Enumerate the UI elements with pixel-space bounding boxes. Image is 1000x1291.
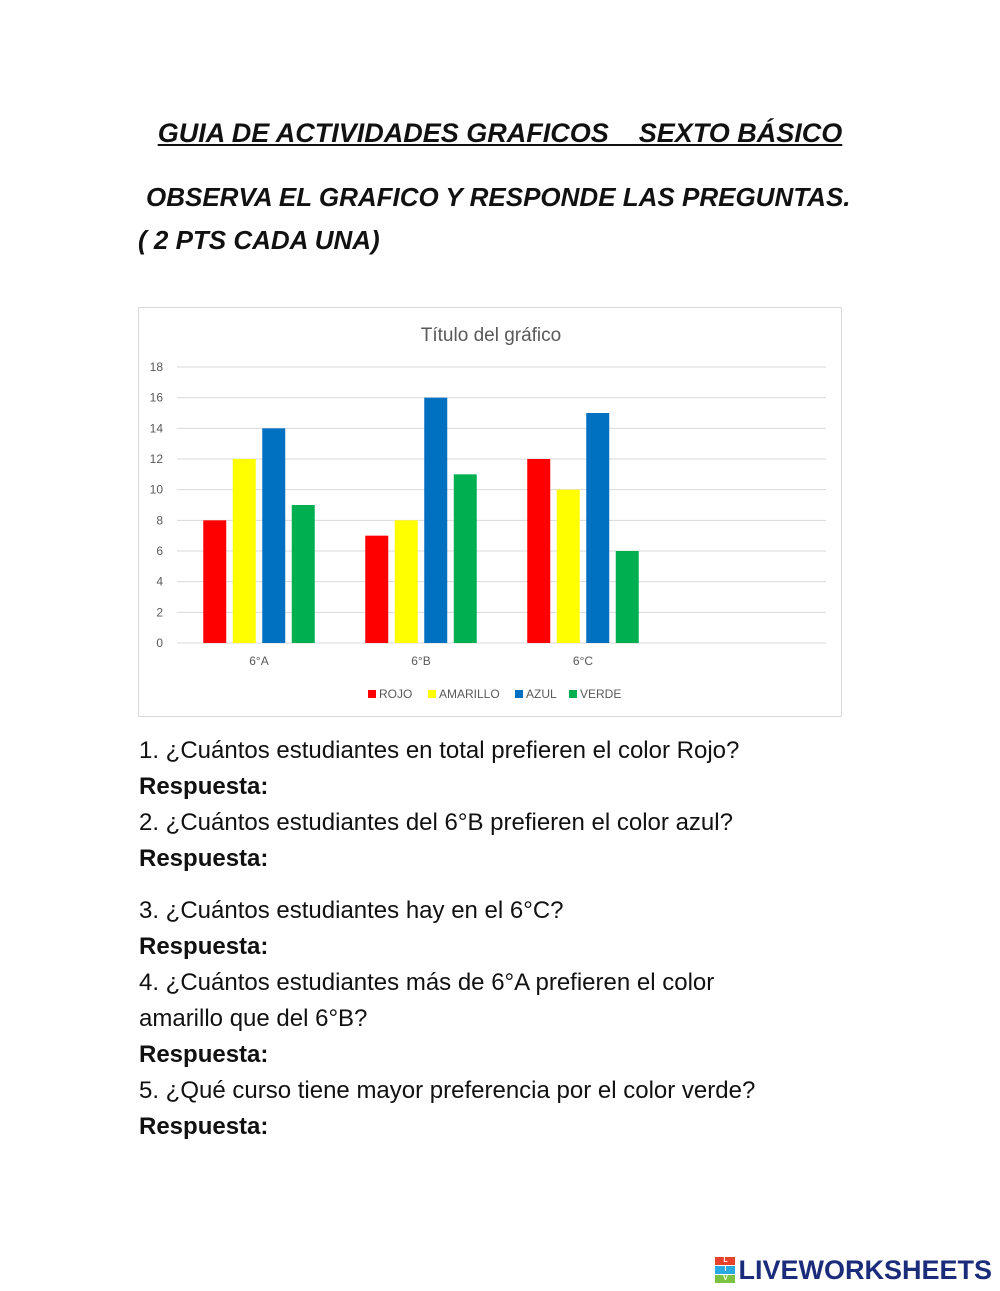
brand-text: LIVEWORKSHEETS xyxy=(738,1254,992,1285)
y-tick-label: 4 xyxy=(156,574,163,589)
bar-amarillo-3 xyxy=(557,490,580,643)
instructions xyxy=(138,176,918,262)
legend-label-verde: VERDE xyxy=(580,687,622,701)
y-tick-label: 0 xyxy=(156,636,163,650)
x-tick-label: 6°C xyxy=(572,654,594,668)
question-4-line-1: 4. ¿Cuántos estudiantes más de 6°A prefieren el color xyxy=(139,969,715,996)
question-5: 5. ¿Qué curso tiene mayor preferencia por el color verde? xyxy=(139,1077,756,1104)
answer-label-1: Respuesta: xyxy=(139,773,269,800)
bar-verde-2 xyxy=(454,474,477,643)
answer-label-5: Respuesta: xyxy=(139,1113,269,1140)
legend-label-amarillo: AMARILLO xyxy=(439,687,500,701)
liveworksheets-logo-icon xyxy=(715,1257,735,1283)
legend-swatch-azul xyxy=(515,690,523,698)
bar-azul-3 xyxy=(586,413,609,643)
bar-amarillo-2 xyxy=(395,520,418,643)
y-tick-label: 6 xyxy=(156,544,163,558)
bar-azul-1 xyxy=(262,428,285,643)
legend-swatch-verde xyxy=(569,690,577,698)
logo-letter-i: I xyxy=(715,1266,735,1274)
chart-canvas xyxy=(139,308,843,718)
bar-rojo-1 xyxy=(203,520,226,643)
bar-verde-1 xyxy=(292,505,315,643)
bar-verde-3 xyxy=(616,551,639,643)
chart-title: Título del gráfico xyxy=(420,325,562,346)
question-3: 3. ¿Cuántos estudiantes hay en el 6°C? xyxy=(139,897,564,924)
y-tick-label: 10 xyxy=(149,482,163,497)
x-tick-label: 6°B xyxy=(411,654,431,668)
answer-label-2: Respuesta: xyxy=(139,845,269,872)
bar-amarillo-1 xyxy=(233,459,256,643)
question-2: 2. ¿Cuántos estudiantes del 6°B prefieren el color azul? xyxy=(139,809,733,836)
legend-label-azul: AZUL xyxy=(526,687,557,701)
answer-label-3: Respuesta: xyxy=(139,933,269,960)
legend-swatch-rojo xyxy=(368,690,376,698)
instruction-line-2: ( 2 PTS CADA UNA) xyxy=(138,225,380,255)
bar-rojo-2 xyxy=(365,536,388,643)
logo-letter-l: L xyxy=(715,1257,735,1265)
question-1: 1. ¿Cuántos estudiantes en total prefieren el color Rojo? xyxy=(139,737,740,764)
y-tick-label: 14 xyxy=(149,421,163,436)
bar-azul-2 xyxy=(424,398,447,643)
y-tick-label: 16 xyxy=(149,390,163,405)
y-tick-label: 8 xyxy=(156,513,163,528)
answer-label-4: Respuesta: xyxy=(139,1041,269,1068)
x-tick-label: 6°A xyxy=(249,654,269,668)
question-4-line-2: amarillo que del 6°B? xyxy=(139,1005,368,1032)
logo-letter-v: V xyxy=(715,1275,735,1283)
bar-chart xyxy=(138,307,842,717)
y-tick-label: 2 xyxy=(156,605,163,620)
liveworksheets-brand xyxy=(715,1254,992,1286)
y-tick-label: 18 xyxy=(149,360,163,374)
instruction-line-1: OBSERVA EL GRAFICO Y RESPONDE LAS PREGUNTAS. xyxy=(146,182,851,212)
question-list xyxy=(139,733,939,1145)
page-title: GUIA DE ACTIVIDADES GRAFICOS SEXTO BÁSICO xyxy=(157,118,843,148)
bar-rojo-3 xyxy=(527,459,550,643)
legend-swatch-amarillo xyxy=(428,690,436,698)
legend-label-rojo: ROJO xyxy=(379,687,413,701)
y-tick-label: 12 xyxy=(149,452,163,466)
